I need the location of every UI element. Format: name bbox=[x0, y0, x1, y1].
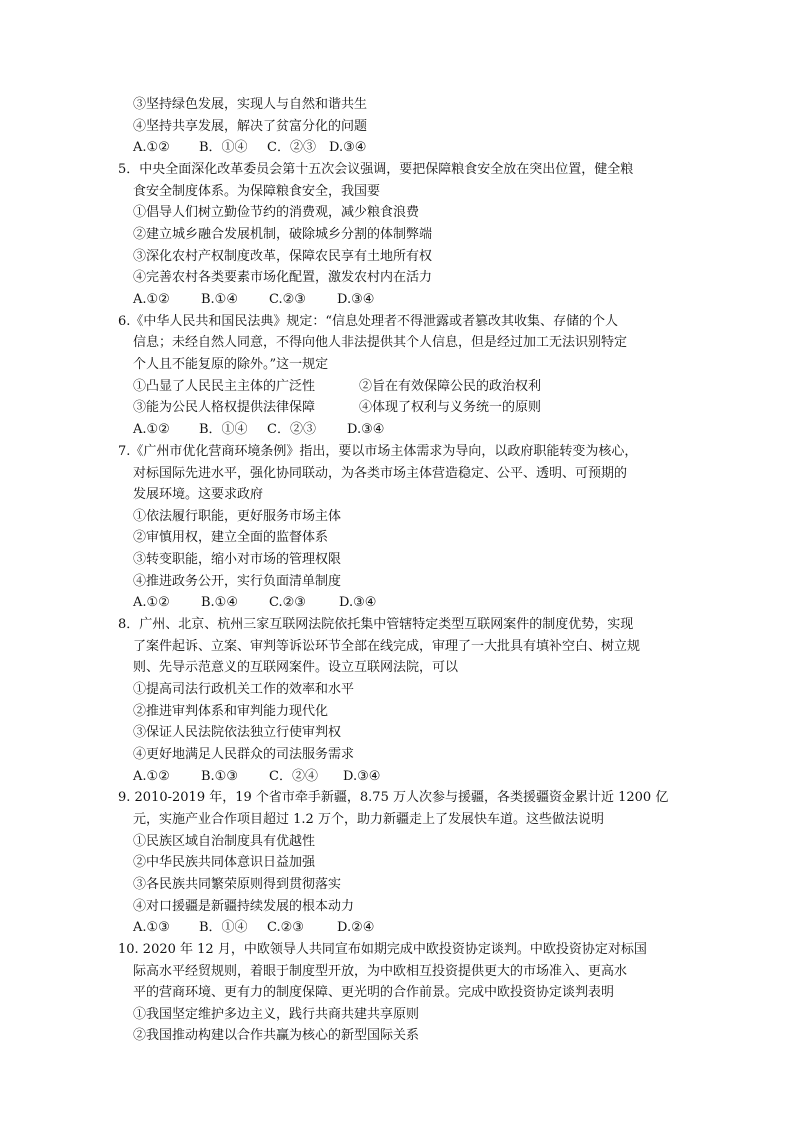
q6-option-b[interactable]: B．①④ bbox=[199, 422, 248, 437]
q5-item-4: ④完善农村各类要素市场化配置，激发农村内在活力 bbox=[133, 270, 433, 285]
q9-item-3: ③各民族共同繁荣原则得到贯彻落实 bbox=[133, 877, 342, 892]
q8-item-4: ④更好地满足人民群众的司法服务需求 bbox=[133, 747, 355, 762]
q6-stem-line-1: 6.《中华人民共和国民法典》规定：“信息处理者不得泄露或者篡改其收集、存储的个人 bbox=[118, 314, 619, 329]
q9-item-2: ②中华民族共同体意识日益加强 bbox=[133, 855, 316, 870]
q9-options bbox=[133, 919, 374, 937]
q7-item-1: ①依法履行职能，更好服务市场主体 bbox=[133, 509, 342, 524]
q9-option-c[interactable]: C.②③ bbox=[267, 920, 304, 935]
q7-option-c[interactable]: C.②③ bbox=[269, 595, 306, 610]
q9-option-d[interactable]: D.②④ bbox=[337, 920, 375, 935]
q5-option-b[interactable]: B.①④ bbox=[201, 292, 238, 307]
q9-stem-line-1: 9. 2010-2019 年，19 个省市牵手新疆，8.75 万人次参与援疆，各类援疆资金累计近 1200 亿 bbox=[118, 790, 669, 805]
q4-item-4: ④坚持共享发展，解决了贫富分化的问题 bbox=[133, 119, 368, 134]
q8-stem-line-3: 则、先导示范意义的互联网案件。设立互联网法院，可以 bbox=[133, 660, 459, 675]
q6-item-4: ④体现了权利与义务统一的原则 bbox=[359, 400, 542, 415]
q8-option-c[interactable]: C．②④ bbox=[269, 769, 318, 784]
q8-options bbox=[133, 768, 380, 786]
q9-stem-line-2: 元，实施产业合作项目超过 1.2 万个，助力新疆走上了发展快车道。这些做法说明 bbox=[133, 812, 604, 827]
q7-option-d[interactable]: D.③④ bbox=[339, 595, 377, 610]
q9-option-b[interactable]: B．①④ bbox=[199, 920, 248, 935]
q6-option-c[interactable]: C．②③ bbox=[267, 422, 316, 437]
q6-item-2: ②旨在有效保障公民的政治权利 bbox=[359, 379, 542, 394]
q9-option-a[interactable]: A.①③ bbox=[133, 920, 170, 935]
q6-options bbox=[133, 421, 384, 439]
q7-item-2: ②审慎用权，建立全面的监督体系 bbox=[133, 530, 329, 545]
q5-option-a[interactable]: A.①② bbox=[133, 292, 170, 307]
q4-option-a[interactable]: A.①② bbox=[133, 140, 170, 155]
q10-stem-line-3: 平的营商环境、更有力的制度保障、更光明的合作前景。完成中欧投资协定谈判表明 bbox=[133, 985, 615, 1000]
q6-stem-line-3: 个人且不能复原的除外。”这一规定 bbox=[133, 357, 329, 372]
q10-item-1: ①我国坚定维护多边主义，践行共商共建共享原则 bbox=[133, 1007, 420, 1022]
q7-stem-line-3: 发展环境。这要求政府 bbox=[133, 487, 264, 502]
q4-option-c[interactable]: C．②③ bbox=[267, 140, 316, 155]
q10-stem-line-1: 10. 2020 年 12 月，中欧领导人共同宣布如期完成中欧投资协定谈判。中欧投资协定对标国 bbox=[118, 942, 647, 957]
q7-stem-line-1: 7.《广州市优化营商环境条例》指出，要以市场主体需求为导向，以政府职能转变为核心， bbox=[118, 444, 638, 459]
q6-option-d[interactable]: D.③④ bbox=[347, 422, 385, 437]
q8-item-3: ③保证人民法院依法独立行使审判权 bbox=[133, 725, 342, 740]
q7-options bbox=[133, 594, 376, 612]
q8-stem-line-1: 8．广州、北京、杭州三家互联网法院依托集中管辖特定类型互联网案件的制度优势，实现 bbox=[118, 617, 634, 632]
q5-stem-line-1: 5．中央全面深化改革委员会第十五次会议强调，要把保障粮食安全放在突出位置，健全粮 bbox=[118, 162, 634, 177]
q5-option-c[interactable]: C.②③ bbox=[269, 292, 306, 307]
q7-option-b[interactable]: B.①④ bbox=[201, 595, 238, 610]
q6-item-1: ①凸显了人民民主主体的广泛性 bbox=[133, 379, 316, 394]
q4-item-3: ③坚持绿色发展，实现人与自然和谐共生 bbox=[133, 97, 368, 112]
q6-option-a[interactable]: A.①② bbox=[133, 422, 170, 437]
q5-item-1: ①倡导人们树立勤俭节约的消费观，减少粮食浪费 bbox=[133, 205, 420, 220]
q7-item-3: ③转变职能，缩小对市场的管理权限 bbox=[133, 552, 342, 567]
q10-stem-line-2: 际高水平经贸规则，着眼于制度型开放，为中欧相互投资提供更大的市场准入、更高水 bbox=[133, 964, 628, 979]
q8-option-b[interactable]: B.①③ bbox=[201, 769, 238, 784]
q9-item-4: ④对口援疆是新疆持续发展的根本动力 bbox=[133, 899, 355, 914]
q7-stem-line-2: 对标国际先进水平，强化协同联动，为各类市场主体营造稳定、公平、透明、可预期的 bbox=[133, 466, 628, 481]
q4-option-b[interactable]: B．①④ bbox=[199, 140, 248, 155]
q5-item-3: ③深化农村产权制度改革，保障农民享有土地所有权 bbox=[133, 249, 433, 264]
q6-item-3: ③能为公民人格权提供法律保障 bbox=[133, 400, 316, 415]
q8-option-a[interactable]: A.①② bbox=[133, 769, 170, 784]
q7-item-4: ④推进政务公开，实行负面清单制度 bbox=[133, 574, 342, 589]
q5-option-d[interactable]: D.③④ bbox=[337, 292, 375, 307]
q8-item-2: ②推进审判体系和审判能力现代化 bbox=[133, 704, 329, 719]
q4-options bbox=[133, 139, 366, 157]
q5-options bbox=[133, 291, 374, 309]
q5-stem-line-2: 食安全制度体系。为保障粮食安全，我国要 bbox=[133, 184, 381, 199]
q7-option-a[interactable]: A.①② bbox=[133, 595, 170, 610]
q5-item-2: ②建立城乡融合发展机制，破除城乡分割的体制弊端 bbox=[133, 227, 433, 242]
q6-stem-line-2: 信息；未经自然人同意，不得向他人非法提供其个人信息，但是经过加工无法识别特定 bbox=[133, 335, 628, 350]
q10-item-2: ②我国推动构建以合作共赢为核心的新型国际关系 bbox=[133, 1028, 420, 1043]
q9-item-1: ①民族区域自治制度具有优越性 bbox=[133, 834, 316, 849]
q8-item-1: ①提高司法行政机关工作的效率和水平 bbox=[133, 682, 355, 697]
q8-stem-line-2: 了案件起诉、立案、审判等诉讼环节全部在线完成，审理了一大批具有填补空白、树立规 bbox=[133, 639, 641, 654]
q8-option-d[interactable]: D.③④ bbox=[343, 769, 381, 784]
q4-option-d[interactable]: D.③④ bbox=[329, 140, 367, 155]
